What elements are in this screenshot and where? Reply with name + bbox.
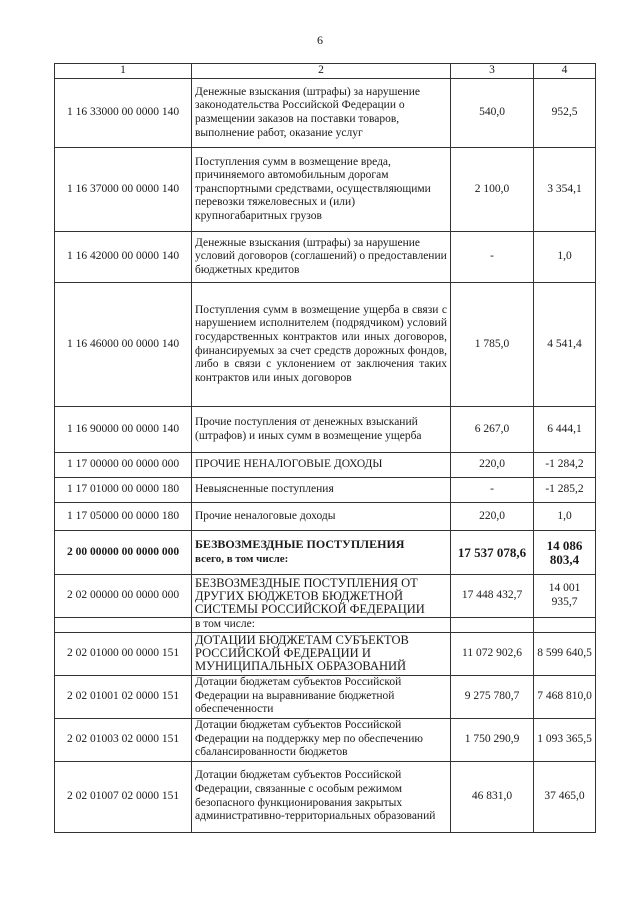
value-cell: 46 831,0 [451,761,534,832]
table-row [55,618,596,633]
value-cell: 6 267,0 [451,407,534,453]
table-row [55,718,596,761]
name-cell: Дотации бюджетам субъектов Российской Федерации на выравнивание бюджетной обеспеченности [192,675,451,718]
value-cell: 952,5 [534,79,596,148]
revenue-table [54,63,596,833]
table-row [55,503,596,531]
table-row [55,453,596,478]
value-cell: 1 750 290,9 [451,718,534,761]
name-cell: Денежные взыскания (штрафы) за нарушение условий договоров (соглашений) о предоставлении бюджетных кредитов [192,232,451,283]
value-cell: 540,0 [451,79,534,148]
code-cell: 1 17 00000 00 0000 000 [55,453,192,478]
value-cell: 3 354,1 [534,148,596,232]
table-row [55,407,596,453]
name-cell: БЕЗВОЗМЕЗДНЫЕ ПОСТУПЛЕНИЯ ОТ ДРУГИХ БЮДЖЕТОВ БЮДЖЕТНОЙ СИСТЕМЫ РОССИЙСКОЙ ФЕДЕРАЦИИ [192,575,451,618]
value-cell: -1 285,2 [534,478,596,503]
value-cell: 4 541,4 [534,283,596,407]
table-header-row [55,64,596,79]
name-cell: Дотации бюджетам субъектов Российской Федерации, связанные с особым режимом безопасного функционирования закрытых административно-территориальных образований [192,761,451,832]
value-cell: - [451,232,534,283]
value-cell: -1 284,2 [534,453,596,478]
table-row [55,632,596,675]
table-row [55,761,596,832]
value-cell [534,618,596,633]
name-text: БЕЗВОЗМЕЗДНЫЕ ПОСТУПЛЕНИЯ [195,537,405,552]
code-cell: 2 02 01001 02 0000 151 [55,675,192,718]
value-cell: 2 100,0 [451,148,534,232]
page-number: 6 [317,33,323,47]
name-cell: ДОТАЦИИ БЮДЖЕТАМ СУБЪЕКТОВ РОССИЙСКОЙ ФЕДЕРАЦИИ И МУНИЦИПАЛЬНЫХ ОБРАЗОВАНИЙ [192,632,451,675]
code-cell: 2 02 01003 02 0000 151 [55,718,192,761]
header-cell: 4 [534,64,596,79]
table-row [55,575,596,618]
table-row-total [55,531,596,575]
value-cell [451,618,534,633]
value-cell: 11 072 902,6 [451,632,534,675]
value-cell: 220,0 [451,453,534,478]
code-cell [55,618,192,633]
header-cell: 1 [55,64,192,79]
name-cell: Поступления сумм в возмещение ущерба в связи с нарушением исполнителем (подрядчиком) условий государственных контрактов или иных договоров, финансируемых за счет средств дорожных фондов, либо в связи с уклонением от заключения таких контрактов или иных договоров [192,283,451,407]
name-subtext: всего, в том числе: [195,553,289,565]
table-row [55,675,596,718]
name-cell: в том числе: [192,618,451,633]
table-row [55,79,596,148]
table-row [55,232,596,283]
value-cell: 7 468 810,0 [534,675,596,718]
value-cell: 8 599 640,5 [534,632,596,675]
value-cell: 9 275 780,7 [451,675,534,718]
name-cell: Невыясненные поступления [192,478,451,503]
value-cell: 14 086 803,4 [534,531,596,575]
code-cell: 1 17 01000 00 0000 180 [55,478,192,503]
code-cell: 2 00 00000 00 0000 000 [55,531,192,575]
code-cell: 2 02 01007 02 0000 151 [55,761,192,832]
value-cell: 17 448 432,7 [451,575,534,618]
name-cell: Денежные взыскания (штрафы) за нарушение законодательства Российской Федерации о размещении заказов на поставки товаров, выполнение работ, оказание услуг [192,79,451,148]
value-cell: 17 537 078,6 [451,531,534,575]
code-cell: 1 16 42000 00 0000 140 [55,232,192,283]
code-cell: 1 16 90000 00 0000 140 [55,407,192,453]
table-row [55,283,596,407]
value-cell: - [451,478,534,503]
name-cell: Прочие поступления от денежных взысканий (штрафов) и иных сумм в возмещение ущерба [192,407,451,453]
table-row [55,148,596,232]
name-cell: ПРОЧИЕ НЕНАЛОГОВЫЕ ДОХОДЫ [192,453,451,478]
code-cell: 1 16 37000 00 0000 140 [55,148,192,232]
code-cell: 2 02 00000 00 0000 000 [55,575,192,618]
value-cell: 6 444,1 [534,407,596,453]
header-cell: 3 [451,64,534,79]
header-cell: 2 [192,64,451,79]
table-row [55,478,596,503]
code-cell: 1 16 46000 00 0000 140 [55,283,192,407]
name-cell: Поступления сумм в возмещение вреда, причиняемого автомобильным дорогам транспортными средствами, осуществляющими перевозки тяжеловесных и (или) крупногабаритных грузов [192,148,451,232]
value-cell: 1,0 [534,232,596,283]
name-cell [192,531,451,575]
name-cell: Дотации бюджетам субъектов Российской Федерации на поддержку мер по обеспечению сбалансированности бюджетов [192,718,451,761]
value-cell: 14 001 935,7 [534,575,596,618]
value-cell: 1,0 [534,503,596,531]
value-cell: 37 465,0 [534,761,596,832]
value-cell: 220,0 [451,503,534,531]
code-cell: 1 17 05000 00 0000 180 [55,503,192,531]
value-cell: 1 785,0 [451,283,534,407]
value-cell: 1 093 365,5 [534,718,596,761]
code-cell: 1 16 33000 00 0000 140 [55,79,192,148]
code-cell: 2 02 01000 00 0000 151 [55,632,192,675]
name-cell: Прочие неналоговые доходы [192,503,451,531]
